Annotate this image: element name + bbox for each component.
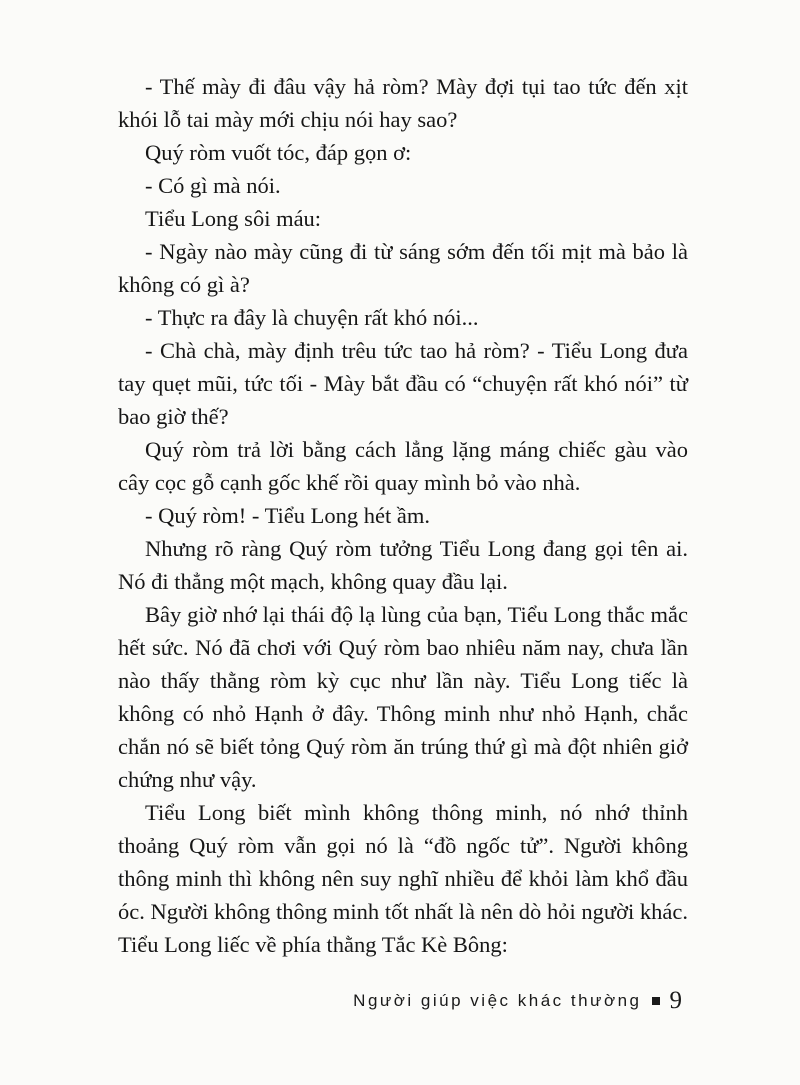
paragraph: Bây giờ nhớ lại thái độ lạ lùng của bạn, Tiểu Long thắc mắc hết sức. Nó đã chơi với Quý ròm bao nhiêu năm nay, chưa lần nào thấy thằng ròm kỳ cục như lần này. Tiểu Long tiếc là không có nhỏ Hạnh ở đây. Thông minh như nhỏ Hạnh, chắc chắn nó sẽ biết tỏng Quý ròm ăn trúng thứ gì mà đột nhiên giở chứng như vậy. bbox=[118, 602, 688, 792]
paragraph: - Thế mày đi đâu vậy hả ròm? Mày đợi tụi tao tức đến xịt khói lỗ tai mày mới chịu nói hay sao? bbox=[118, 74, 688, 132]
paragraph: Quý ròm vuốt tóc, đáp gọn ơ: bbox=[145, 140, 412, 165]
page-number: 9 bbox=[669, 987, 682, 1014]
paragraph: - Ngày nào mày cũng đi từ sáng sớm đến tối mịt mà bảo là không có gì à? bbox=[118, 239, 688, 297]
paragraph: Tiểu Long biết mình không thông minh, nó nhớ thỉnh thoảng Quý ròm vẫn gọi nó là “đồ ngốc tử”. Người không thông minh thì không nên suy nghĩ nhiều để khỏi làm khổ đầu óc. Người không thông minh tốt nhất là nên dò hỏi người khác. Tiểu Long liếc về phía thằng Tắc Kè Bông: bbox=[118, 800, 688, 957]
running-title: Người giúp việc khác thường bbox=[353, 990, 642, 1010]
paragraph: Nhưng rõ ràng Quý ròm tưởng Tiểu Long đang gọi tên ai. Nó đi thẳng một mạch, không quay đầu lại. bbox=[118, 536, 688, 594]
paragraph: - Có gì mà nói. bbox=[145, 173, 281, 198]
paragraph: Quý ròm trả lời bằng cách lẳng lặng máng chiếc gàu vào cây cọc gỗ cạnh gốc khế rồi quay mình bỏ vào nhà. bbox=[118, 437, 688, 495]
paragraph: - Quý ròm! - Tiểu Long hét ầm. bbox=[145, 503, 430, 528]
square-bullet-icon bbox=[652, 997, 660, 1005]
page-body-text bbox=[118, 70, 688, 961]
paragraph: - Thực ra đây là chuyện rất khó nói... bbox=[145, 305, 479, 330]
page-footer bbox=[353, 988, 682, 1013]
paragraph: Tiểu Long sôi máu: bbox=[145, 206, 322, 231]
paragraph: - Chà chà, mày định trêu tức tao hả ròm? - Tiểu Long đưa tay quẹt mũi, tức tối - Mày bắt đầu có “chuyện rất khó nói” từ bao giờ thế? bbox=[118, 338, 688, 429]
